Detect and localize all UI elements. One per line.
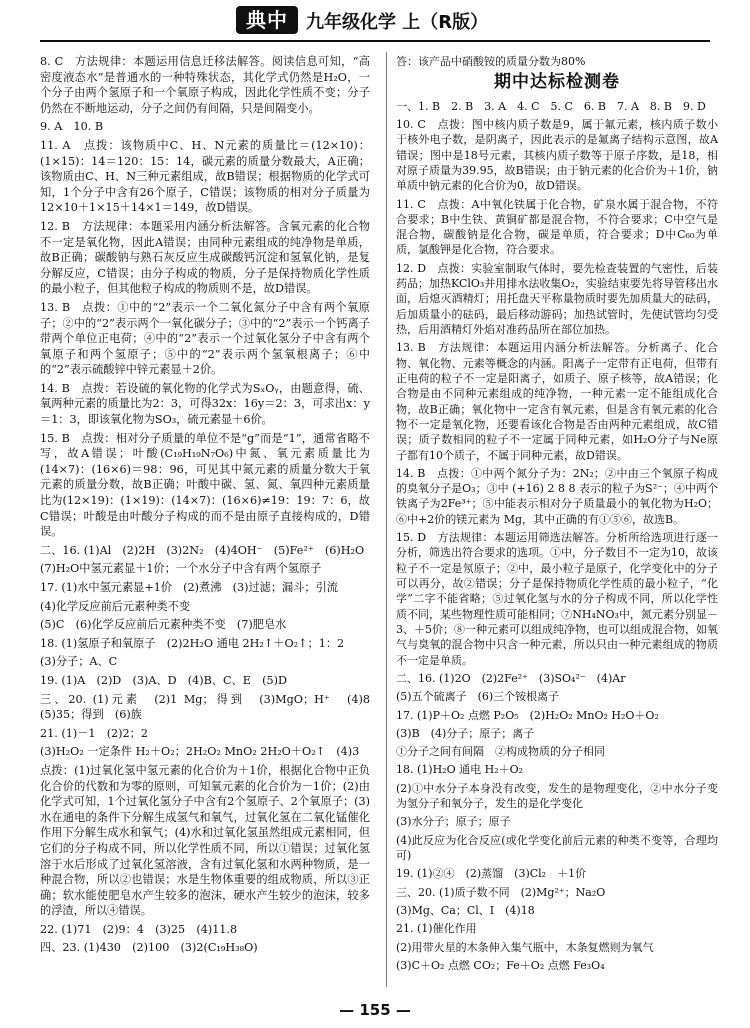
answer-item: 二、16. (1)2O (2)2Fe²⁺ (3)SO₄²⁻ (4)Ar: [396, 671, 626, 685]
answer-item: 15. D 方法规律：本题运用筛选法解答。分析所给选项进行逐一分析，筛选出符合要求的选项。①中，分子数目不一定为10，故该粒子不一定是氖原子；②中，最小粒子是原子，化学变化中的分子可以再分，故②错误；分子是保持物质化学性质的最小粒子，“化学”二字不能省略；⑤过氧化氢与水的分子构成不同，所以化学性质不同，某些物理性质可能相同；⑦NH₄NO₃中，氮元素分别显－3、＋5价；⑧一种元素可以组成纯净物，也可以组成混合物，如氧气与臭氧的混合物中只含一种元素，所以只由一种元素组成的物质不一定是单质。: [396, 531, 718, 667]
book-title: 九年级化学 上（R版）: [306, 12, 489, 33]
answer-item: (3)Mg、Ca；Cl、I (4)18: [396, 903, 535, 917]
answer-item: ①分子之间有间隔 ②构成物质的分子相同: [396, 745, 605, 759]
answer-item: (4)此反应为化合反应(或化学变化前后元素的种类不变等，合理均可): [396, 833, 718, 862]
answer-item: 三、20. (1)元素 (2)1 Mg；得到 (3)MgO；H⁺ (4)8 (5)35；得到 (6)族: [40, 692, 382, 722]
answer-item: 答：该产品中硝酸铵的质量分数为80%: [396, 55, 586, 68]
answer-item: (2)①中水分子本身没有改变，发生的是物理变化，②中水分子变为氢分子和氧分子，发生的是化学变化: [396, 781, 718, 811]
answer-item: (3)C＋O₂ 点燃 CO₂；Fe＋O₂ 点燃 Fe₃O₄: [396, 958, 605, 972]
answer-item: 10. C 点拨：图中核内质子数是9，属于氟元素，核内质子数小于核外电子数，是阴离子，因此表示的是氟离子结构示意图，故A错误；图中是18号元素，其核内质子数等于原子序数，是18，相对原子质量为39.95，故B错误；由于钠元素的化合价为＋1价，钠单质中钠元素的化合价为0，故D错误。: [396, 117, 718, 193]
answer-item: 点拨：(1)过氧化氢中氢元素的化合价为＋1价，根据化合物中正负化合价的代数和为零的原则，可知氧元素的化合价为－1价；(2)由化学式可知，1个过氧化氢分子中含有2个氢原子、2个氧原子；(3)水在通电的条件下分解生成氢气和氧气，过氧化氢在二氧化锰催化作用下分解生成水和氧气；(4)水和过氧化氢虽然组成元素相同，但它们的分子构成不同，所以化学性质不同，所以①错误；过氧化氢溶于水后形成了过氧化氢溶液，含有过氧化氢和水两种物质，是一种混合物，所以②也错误；水是生物体重要的组成物质，所以③正确；软水能使肥皂水产生较多的泡沫，硬水产生较少的泡沫，较多的浮渣，所以④错误。: [40, 763, 370, 918]
brand-logo: 典中: [236, 6, 298, 34]
answer-item: 12. D 点拨：实验室制取气体时，要先检查装置的气密性，后装药品；加热KClO₃并用排水法收集O₂，实验结束要先将导管移出水面，后熄灭酒精灯；用托盘天平称量物质时要先加质量大的砝码，后加质量小的砝码，最后移动游码；加热试管时，先使试管均匀受热，后用酒精灯外焰对准药品所在部位加热。: [396, 261, 718, 336]
answer-item: 9. A 10. B: [40, 120, 104, 134]
answer-item: 8. C 方法规律：本题运用信息迁移法解答。阅读信息可知，“高密度液态水”是普通水的一种特殊状态，其化学式仍然是H₂O，一个分子由两个氢原子和一个氧原子构成，因此化学性质不变；分子仍然在不断地运动，分子之间仍有间隔，只是间隔变小。: [40, 55, 370, 115]
answer-item: 22. (1)71 (2)9：4 (3)25 (4)11.8: [40, 922, 238, 936]
answer-item: (3)B (4)分子；原子；离子: [396, 726, 535, 740]
answer-item: 一、1. B 2. B 3. A 4. C 5. C 6. B 7. A 8. B 9. D: [396, 99, 706, 113]
answer-item: 11. A 点拨：该物质中C、H、N元素的质量比＝(12×10)：(1×15)：14＝120：15：14，碳元素的质量分数最大，A正确；该物质由C、H、N三种元素组成，故B错误；根据物质的化学式可知，1个分子中含有26个原子，C错误；该物质的相对分子质量为12×10＋1×15＋14×1＝149，故D错误。: [40, 138, 370, 215]
answer-item: 12. B 方法规律：本题采用内涵分析法解答。含氧元素的化合物不一定是氧化物，因此A错误；由同种元素组成的纯净物是单质，故B正确；碳酸钠与熟石灰反应生成碳酸钙沉淀和氢氧化钠，是复分解反应，C错误；由分子构成的物质，分子是保持物质化学性质的最小粒子，但其他粒子构成的物质则不是，故D错误。: [40, 219, 370, 296]
answer-item: 21. (1)催化作用: [396, 922, 477, 936]
answer-item: 17. (1)P＋O₂ 点燃 P₂O₅ (2)H₂O₂ MnO₂ H₂O＋O₂: [396, 708, 659, 722]
left-column: [40, 54, 382, 959]
answer-item: 11. C 点拨：A中氧化铁属于化合物，矿泉水属于混合物，不符合要求；B中生铁、黄铜矿都是混合物，不符合要求；C中空气是混合物，碳酸钠是化合物，碳是单质，符合要求；D中C₆₀为单质，氯酸钾是化合物，符合要求。: [396, 197, 718, 257]
answer-item: 14. B 点拨：若设硫的氧化物的化学式为SₓOᵧ，由题意得，硫、氧两种元素的质量比为2：3，可得32x：16y＝2：3，可求出x：y＝1：3，即该氧化物为SO₃，硫元素显＋6价。: [40, 381, 370, 427]
answer-item: (2)用带火星的木条伸入集气瓶中，木条复燃则为氧气: [396, 940, 654, 954]
page-number: — 155 —: [339, 1001, 411, 1019]
answer-item: (3)水分子；原子；原子: [396, 815, 511, 829]
answer-item: 18. (1)氢原子和氧原子 (2)2H₂O 通电 2H₂↑＋O₂↑；1：2: [40, 636, 345, 650]
answer-item: (7)H₂O中氢元素显＋1价；一个水分子中含有两个氢原子: [40, 562, 322, 576]
answer-item: 二、16. (1)Al (2)2H (3)2N₂ (4)4OH⁻ (5)Fe²⁺ (6)H₂O: [40, 543, 365, 557]
answer-item: (4)化学反应前后元素种类不变: [40, 599, 191, 613]
right-column: [396, 54, 718, 976]
answer-item: 21. (1)－1 (2)2；2: [40, 726, 148, 740]
answer-item: 19. (1)A (2)D (3)A、D (4)B、C、E (5)D: [40, 673, 287, 687]
answer-item: 三、20. (1)质子数不同 (2)Mg²⁺；Na₂O: [396, 885, 606, 899]
answer-item: (3)H₂O₂ 一定条件 H₂＋O₂；2H₂O₂ MnO₂ 2H₂O＋O₂↑ (4)3: [40, 745, 360, 759]
header-rule: [40, 40, 710, 42]
answer-item: 15. B 点拨：相对分子质量的单位不是“g”而是“1”，通常省略不写，故A错误；叶酸(C₁₉H₁₉N₇O₆)中氮、氧元素质量比为(14×7)：(16×6)＝98：96，可见其中氮元素的质量分数大于氧元素的质量分数，故B正确；叶酸中碳、氢、氮、氧四种元素质量比为(12×19)：(1×19)：(14×7)：(16×6)≠19：19：7：6，故C错误；叶酸是由叶酸分子构成的而不是由原子直接构成的，D错误。: [40, 431, 370, 539]
answer-item: 13. B 方法规律：本题运用内涵分析法解答。分析离子、化合物、氧化物、元素等概念的内涵。阳离子一定带有正电荷，但带有正电荷的粒子不一定是阳离子，如质子、原子核等，故A错误；化合物是由不同种元素组成的纯净物，一种元素一定不能组成化合物，故B正确；氧化物中一定含有氧元素，但是含有氧元素的化合物不一定是氧化物，还要看该化合物是否由两种元素组成，故C错误；质子数相同的粒子不一定属于同种元素，如H₂O分子与Ne原子都有10个质子，不属于同种元素，故D错误。: [396, 341, 718, 462]
answer-item: 13. B 点拨：①中的“2”表示一个二氧化氮分子中含有两个氧原子；②中的“2”表示两个一氧化碳分子；③中的“2”表示一个钙离子带两个单位正电荷；④中的“2”表示一个过氧化氢分子中含有两个氧原子和两个氢原子；⑤中的“2”表示两个氢氧根离子；⑥中的“2”表示硫酸锌中锌元素显＋2价。: [40, 300, 370, 377]
section-title: 期中达标检测卷: [494, 72, 620, 93]
answer-item: (3)分子；A、C: [40, 655, 118, 669]
answer-item: 18. (1)H₂O 通电 H₂＋O₂: [396, 763, 524, 777]
answer-item: (5)C (6)化学反应前后元素种类不变 (7)肥皂水: [40, 618, 287, 632]
answer-item: 14. B 点拨：①中两个氮分子为：2N₂；②中由三个氧原子构成的臭氧分子是O₃；③中 (+16) 2 8 8 表示的粒子为S²⁻；④中两个铁离子为2Fe³⁺；⑤中能表示相对分子质量最小的氧化物为H₂O；⑥中+2价的镁元素为 Mg，其中正确的有①⑤⑥，故选B。: [396, 466, 718, 526]
answer-item: 19. (1)②④ (2)蒸馏 (3)Cl₂ ＋1价: [396, 867, 587, 881]
answer-item: (5)五个硫离子 (6)三个铵根离子: [396, 690, 560, 704]
answer-item: 四、23. (1)430 (2)100 (3)2(C₁₉H₃₈O): [40, 941, 258, 955]
page-header: [0, 0, 750, 40]
answer-item: 17. (1)水中氢元素显+1价 (2)煮沸 (3)过滤；漏斗；引流: [40, 581, 338, 594]
column-divider: [386, 52, 387, 987]
